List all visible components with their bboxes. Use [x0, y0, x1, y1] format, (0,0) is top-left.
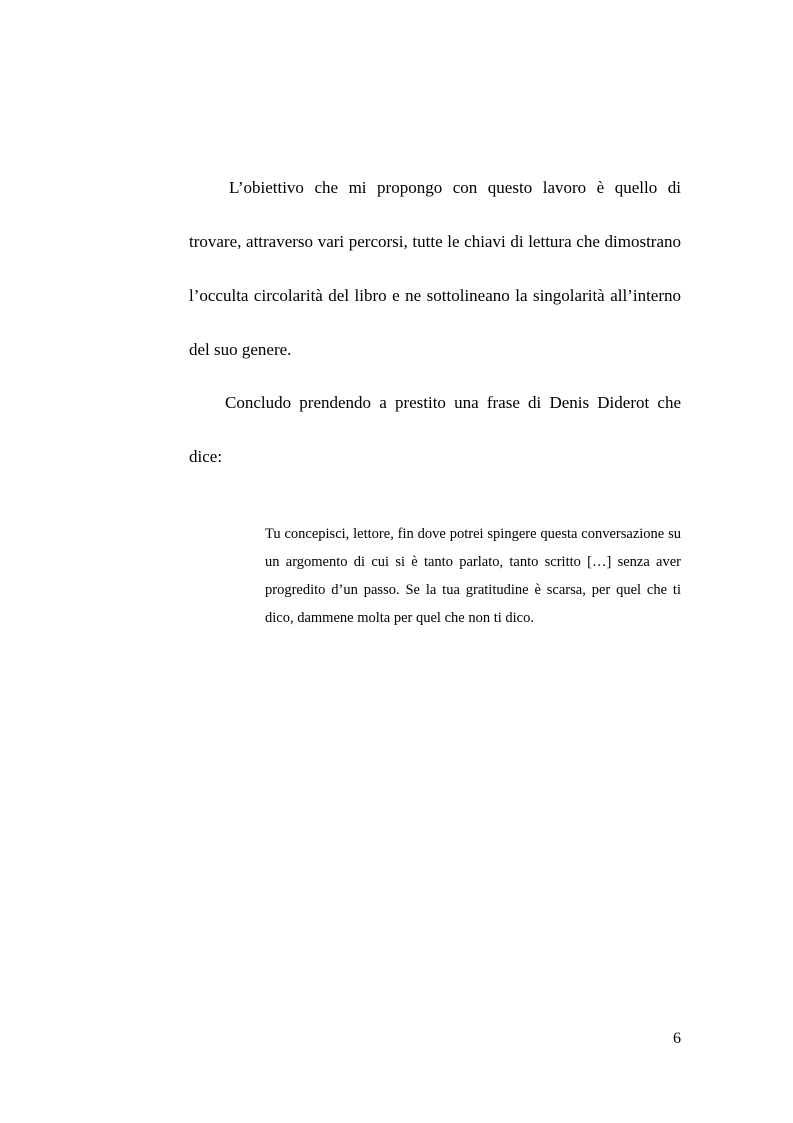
diderot-block-quote: Tu concepisci, lettore, fin dove potrei spingere questa conversazione su un argomento di cui si è tanto parlato, tanto scritto […] senza aver progredito d’un passo. Se la tua gratitudine è scarsa, per quel che ti dico, dammene molta per quel che non ti dico. — [265, 526, 681, 626]
body-paragraph-objective: L’obiettivo che mi propongo con questo lavoro è quello di trovare, attraverso vari percorsi, tutte le chiavi di lettura che dimostrano l’occulta circolarità del libro e ne sottolineano la singolarità all’interno del suo genere. — [189, 178, 681, 359]
body-paragraph-diderot-intro: Concludo prendendo a prestito una frase di Denis Diderot che dice: — [189, 393, 681, 466]
page-number: 6 — [673, 1030, 681, 1047]
